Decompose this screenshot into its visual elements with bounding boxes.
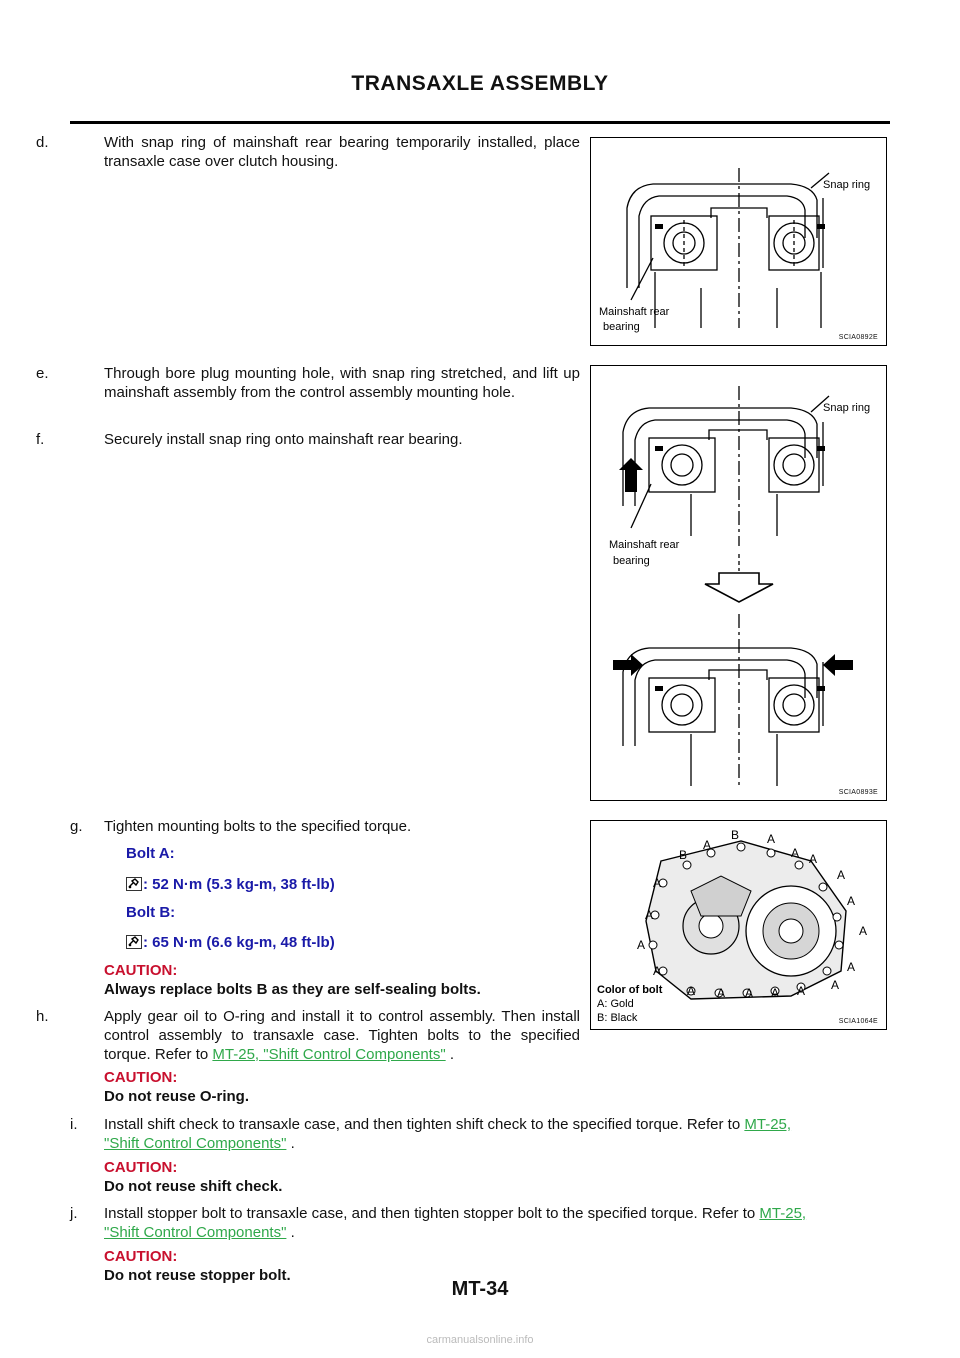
mt25-link[interactable]: "Shift Control Components" <box>104 1224 287 1241</box>
step-label: i. <box>70 1116 78 1133</box>
step-label: g. <box>70 818 83 835</box>
step-d <box>36 133 580 171</box>
svg-text:A: A <box>645 908 654 922</box>
torque-wrench-icon <box>126 935 142 949</box>
svg-text:A: A <box>703 838 712 852</box>
svg-text:B: B <box>731 828 740 842</box>
caution-label: CAUTION: <box>104 1069 178 1086</box>
bearing-callout-line1: Mainshaft rear <box>599 306 670 318</box>
arrow-right-icon <box>613 654 643 676</box>
svg-text:A: A <box>809 852 818 866</box>
svg-text:B: B <box>679 848 688 862</box>
mt25-link[interactable]: MT-25, <box>759 1205 807 1222</box>
step-text: With snap ring of mainshaft rear bearing temporarily installed, place transaxle case over clutch housing. <box>104 134 580 170</box>
svg-text:A: A <box>637 938 646 952</box>
bearing-callout-line1: Mainshaft rear <box>609 539 680 551</box>
svg-text:A: A <box>859 924 868 938</box>
figure-snap-ring-installed <box>590 137 887 346</box>
step-g <box>70 817 411 836</box>
step-text: Securely install snap ring onto mainshaft rear bearing. <box>104 431 463 448</box>
step-j-cont: "Shift Control Components" . <box>104 1224 295 1241</box>
step-label: j. <box>70 1205 78 1222</box>
svg-text:A: A <box>837 868 846 882</box>
svg-text:A: A <box>797 984 806 998</box>
bearing-callout-line2: bearing <box>613 555 650 567</box>
legend-black: B: Black <box>597 1012 638 1024</box>
svg-text:A: A <box>847 960 856 974</box>
transaxle-cross-section-illustration <box>591 138 886 345</box>
step-h: h. Apply gear oil to O-ring and install it to control assembly. Then install control assembly to transaxle case. Tighten bolts to the specified torque. Refer to MT-25, "Shift Control Components" . <box>36 1008 580 1063</box>
svg-text:A: A <box>687 984 696 998</box>
bolt-a-torque: : 52 N·m (5.3 kg-m, 38 ft-lb) <box>126 876 335 893</box>
arrow-left-icon <box>823 654 853 676</box>
header-rule <box>70 121 890 124</box>
mt25-link[interactable]: "Shift Control Components" <box>104 1135 287 1152</box>
caution-label: CAUTION: <box>104 962 178 979</box>
snap-ring-callout: Snap ring <box>823 179 871 191</box>
step-label: h. <box>36 1008 49 1025</box>
figure-code: SCIA1064E <box>838 1018 878 1025</box>
step-text: Through bore plug mounting hole, with snap ring stretched, and lift up mainshaft assembly from the control assembly mounting hole. <box>104 365 580 401</box>
mt25-link[interactable]: MT-25, "Shift Control Components" <box>212 1046 446 1063</box>
step-label: e. <box>36 365 49 382</box>
svg-text:A: A <box>653 964 662 978</box>
step-i-cont: "Shift Control Components" . <box>104 1135 295 1152</box>
figure-lift-mainshaft <box>590 365 887 801</box>
svg-text:A: A <box>717 986 726 1000</box>
svg-text:A: A <box>767 832 776 846</box>
svg-text:A: A <box>847 894 856 908</box>
step-text: Tighten mounting bolts to the specified torque. <box>104 818 412 835</box>
page-title: TRANSAXLE ASSEMBLY <box>351 72 609 95</box>
svg-text:A: A <box>653 876 662 890</box>
legend-gold: A: Gold <box>597 998 634 1010</box>
step-e <box>36 364 580 402</box>
torque-wrench-icon <box>126 877 142 891</box>
svg-text:A: A <box>791 846 800 860</box>
figure-code: SCIA0893E <box>838 789 878 796</box>
svg-text:A: A <box>745 986 754 1000</box>
mt25-link[interactable]: MT-25, <box>744 1116 792 1133</box>
step-label: f. <box>36 431 45 448</box>
step-text: Apply gear oil to O-ring and install it to control assembly. Then install control assembly to transaxle case. Tighten bolts to the specified torque. Refer to <box>104 1008 580 1063</box>
caution-text: Do not reuse shift check. <box>104 1178 283 1195</box>
bolt-a-label: Bolt A: <box>126 845 175 862</box>
step-text: Install shift check to transaxle case, and then tighten shift check to the specified torque. Refer to <box>104 1116 741 1133</box>
bolt-b-label: Bolt B: <box>126 904 176 921</box>
bearing-callout-line2: bearing <box>603 321 640 333</box>
step-f <box>36 430 580 449</box>
caution-text: Do not reuse stopper bolt. <box>104 1267 291 1284</box>
step-j <box>70 1204 806 1223</box>
snap-ring-callout: Snap ring <box>823 402 871 414</box>
caution-text: Do not reuse O-ring. <box>104 1088 250 1105</box>
step-label: d. <box>36 134 49 151</box>
caution-label: CAUTION: <box>104 1159 178 1176</box>
step-i <box>70 1115 791 1134</box>
svg-text:A: A <box>831 978 840 992</box>
legend-title: Color of bolt <box>597 984 663 996</box>
page-number: MT-34 <box>451 1278 509 1300</box>
step-text: Install stopper bolt to transaxle case, and then tighten stopper bolt to the specified torque. Refer to <box>104 1205 756 1222</box>
footer-watermark: carmanualsonline.info <box>426 1334 534 1346</box>
figure-code: SCIA0892E <box>838 334 878 341</box>
transaxle-lift-illustration <box>591 366 886 800</box>
figure-bolt-locations <box>590 820 887 1030</box>
caution-text: Always replace bolts B as they are self-sealing bolts. <box>104 981 481 998</box>
svg-text:A: A <box>771 986 780 1000</box>
caution-label: CAUTION: <box>104 1248 178 1265</box>
bolt-b-torque: : 65 N·m (6.6 kg-m, 48 ft-lb) <box>126 934 335 951</box>
transaxle-case-bolt-illustration <box>591 821 886 1029</box>
